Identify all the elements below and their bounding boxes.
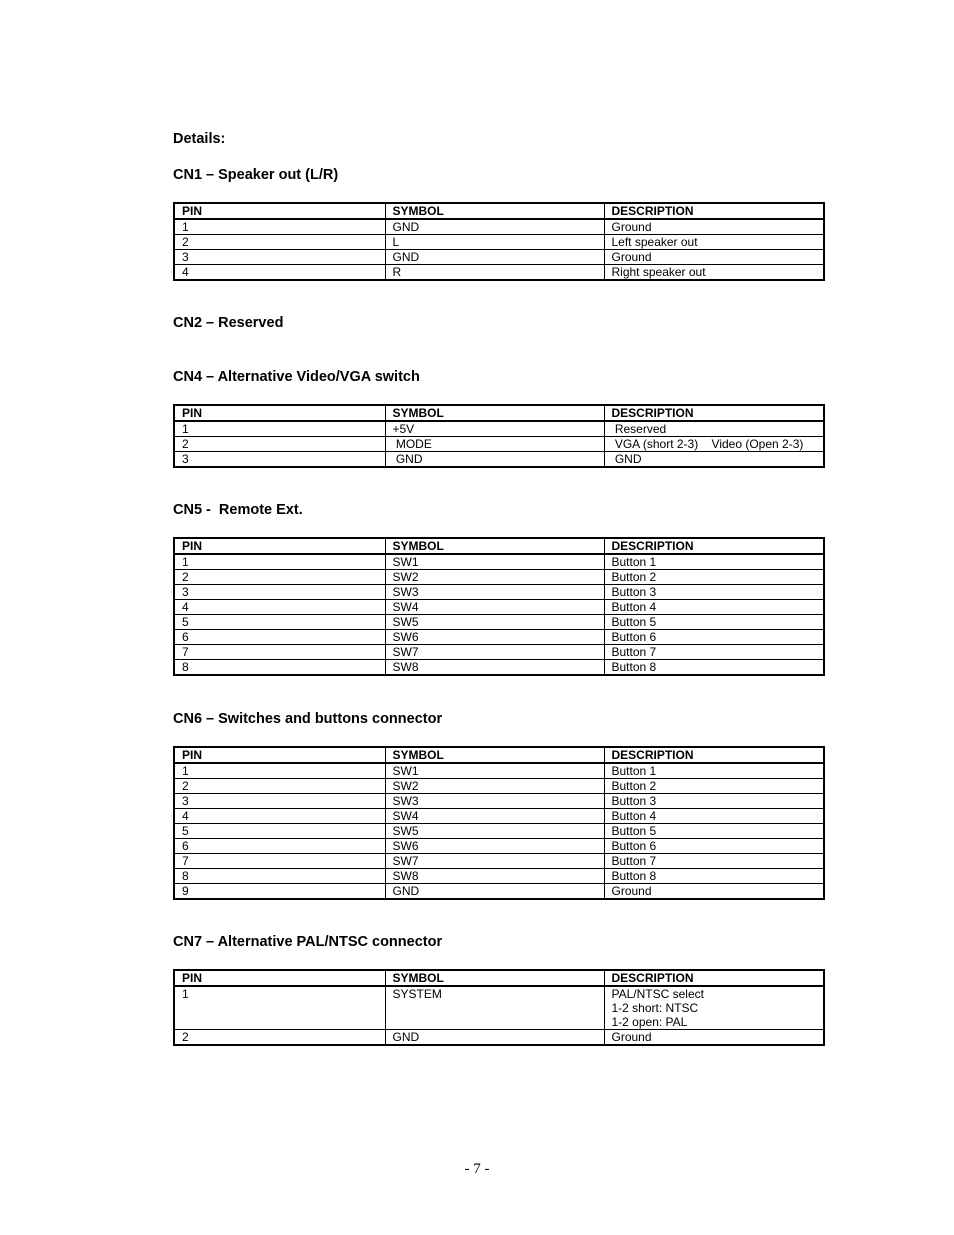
table-row: [174, 452, 824, 468]
description-cell: GND: [604, 452, 824, 468]
symbol-cell: SW3: [385, 794, 604, 809]
table-row: [174, 794, 824, 809]
table-row: [174, 421, 824, 437]
table-row: [174, 585, 824, 600]
description-cell: Button 1: [604, 763, 824, 779]
symbol-cell: SW7: [385, 854, 604, 869]
description-cell: Right speaker out: [604, 265, 824, 281]
table-row: [174, 1030, 824, 1046]
description-cell: Button 7: [604, 854, 824, 869]
description-cell: Button 5: [604, 824, 824, 839]
symbol-cell: SW5: [385, 615, 604, 630]
description-cell: Button 2: [604, 570, 824, 585]
table-row: [174, 869, 824, 884]
table-row: [174, 763, 824, 779]
pin-column-header: PIN: [174, 405, 385, 421]
symbol-cell: SW1: [385, 763, 604, 779]
description-column-header: DESCRIPTION: [604, 747, 824, 763]
pin-cell: 3: [174, 250, 385, 265]
description-cell: VGA (short 2-3) Video (Open 2-3): [604, 437, 824, 452]
symbol-cell: SW4: [385, 809, 604, 824]
table-row: [174, 660, 824, 676]
symbol-cell: MODE: [385, 437, 604, 452]
pin-cell: 7: [174, 854, 385, 869]
description-cell: Ground: [604, 1030, 824, 1046]
table-row: [174, 854, 824, 869]
pin-column-header: PIN: [174, 970, 385, 986]
table-header-row: [174, 538, 824, 554]
symbol-column-header: SYMBOL: [385, 538, 604, 554]
table-row: [174, 250, 824, 265]
symbol-cell: SW4: [385, 600, 604, 615]
symbol-column-header: SYMBOL: [385, 747, 604, 763]
symbol-cell: SYSTEM: [385, 986, 604, 1030]
table-row: [174, 265, 824, 281]
symbol-cell: SW6: [385, 839, 604, 854]
description-cell: PAL/NTSC select 1-2 short: NTSC 1-2 open: PAL: [604, 986, 824, 1030]
cn4-pin-table: [173, 404, 825, 468]
symbol-column-header: SYMBOL: [385, 405, 604, 421]
description-column-header: DESCRIPTION: [604, 203, 824, 219]
description-cell: Reserved: [604, 421, 824, 437]
description-cell: Button 6: [604, 630, 824, 645]
table-row: [174, 884, 824, 900]
symbol-cell: SW1: [385, 554, 604, 570]
pin-cell: 4: [174, 600, 385, 615]
table-row: [174, 554, 824, 570]
table-row: [174, 986, 824, 1030]
pin-cell: 1: [174, 986, 385, 1030]
pin-cell: 9: [174, 884, 385, 900]
cn6-pin-table: [173, 746, 825, 900]
description-cell: Button 7: [604, 645, 824, 660]
description-column-header: DESCRIPTION: [604, 405, 824, 421]
table-row: [174, 570, 824, 585]
symbol-cell: SW2: [385, 570, 604, 585]
symbol-cell: GND: [385, 884, 604, 900]
table-header-row: [174, 405, 824, 421]
pin-cell: 6: [174, 839, 385, 854]
description-cell: Button 3: [604, 794, 824, 809]
symbol-cell: GND: [385, 250, 604, 265]
pin-cell: 8: [174, 660, 385, 676]
pin-cell: 7: [174, 645, 385, 660]
pin-cell: 3: [174, 585, 385, 600]
pin-cell: 6: [174, 630, 385, 645]
table-row: [174, 645, 824, 660]
pin-cell: 2: [174, 779, 385, 794]
symbol-cell: GND: [385, 1030, 604, 1046]
pin-cell: 4: [174, 265, 385, 281]
symbol-cell: SW7: [385, 645, 604, 660]
cn1-heading: CN1 – Speaker out (L/R): [173, 167, 339, 183]
table-row: [174, 600, 824, 615]
symbol-cell: SW8: [385, 660, 604, 676]
symbol-cell: GND: [385, 219, 604, 235]
description-cell: Button 2: [604, 779, 824, 794]
description-cell: Ground: [604, 250, 824, 265]
description-cell: Button 4: [604, 809, 824, 824]
table-header-row: [174, 747, 824, 763]
table-row: [174, 437, 824, 452]
cn4-heading: CN4 – Alternative Video/VGA switch: [173, 369, 420, 385]
symbol-cell: +5V: [385, 421, 604, 437]
symbol-column-header: SYMBOL: [385, 203, 604, 219]
pin-cell: 2: [174, 1030, 385, 1046]
pin-cell: 2: [174, 235, 385, 250]
table-row: [174, 235, 824, 250]
symbol-cell: L: [385, 235, 604, 250]
description-cell: Button 4: [604, 600, 824, 615]
pin-cell: 1: [174, 219, 385, 235]
pin-cell: 4: [174, 809, 385, 824]
symbol-cell: SW2: [385, 779, 604, 794]
table-row: [174, 630, 824, 645]
table-row: [174, 839, 824, 854]
cn5-heading: CN5 - Remote Ext.: [173, 502, 303, 518]
table-row: [174, 615, 824, 630]
description-cell: Button 8: [604, 869, 824, 884]
description-cell: Button 1: [604, 554, 824, 570]
symbol-cell: SW8: [385, 869, 604, 884]
description-cell: Button 6: [604, 839, 824, 854]
pin-cell: 1: [174, 421, 385, 437]
pin-cell: 2: [174, 570, 385, 585]
table-header-row: [174, 970, 824, 986]
table-row: [174, 809, 824, 824]
details-heading: Details:: [173, 131, 226, 147]
table-row: [174, 219, 824, 235]
description-column-header: DESCRIPTION: [604, 970, 824, 986]
table-row: [174, 779, 824, 794]
cn6-heading: CN6 – Switches and buttons connector: [173, 711, 443, 727]
table-row: [174, 824, 824, 839]
description-cell: Ground: [604, 884, 824, 900]
description-cell: Button 5: [604, 615, 824, 630]
symbol-cell: SW6: [385, 630, 604, 645]
pin-cell: 1: [174, 763, 385, 779]
pin-cell: 5: [174, 615, 385, 630]
cn1-pin-table: [173, 202, 825, 281]
cn7-heading: CN7 – Alternative PAL/NTSC connector: [173, 934, 443, 950]
description-cell: Button 8: [604, 660, 824, 676]
table-header-row: [174, 203, 824, 219]
symbol-cell: SW3: [385, 585, 604, 600]
pin-column-header: PIN: [174, 747, 385, 763]
cn7-pin-table: [173, 969, 825, 1046]
pin-cell: 8: [174, 869, 385, 884]
pin-column-header: PIN: [174, 203, 385, 219]
pin-column-header: PIN: [174, 538, 385, 554]
description-cell: Left speaker out: [604, 235, 824, 250]
page-number: - 7 -: [464, 1161, 490, 1177]
cn5-pin-table: [173, 537, 825, 676]
symbol-cell: GND: [385, 452, 604, 468]
pin-cell: 1: [174, 554, 385, 570]
description-cell: Button 3: [604, 585, 824, 600]
pin-cell: 3: [174, 794, 385, 809]
symbol-cell: SW5: [385, 824, 604, 839]
description-column-header: DESCRIPTION: [604, 538, 824, 554]
pin-cell: 3: [174, 452, 385, 468]
pin-cell: 5: [174, 824, 385, 839]
cn2-heading: CN2 – Reserved: [173, 315, 284, 331]
symbol-column-header: SYMBOL: [385, 970, 604, 986]
description-cell: Ground: [604, 219, 824, 235]
pin-cell: 2: [174, 437, 385, 452]
symbol-cell: R: [385, 265, 604, 281]
